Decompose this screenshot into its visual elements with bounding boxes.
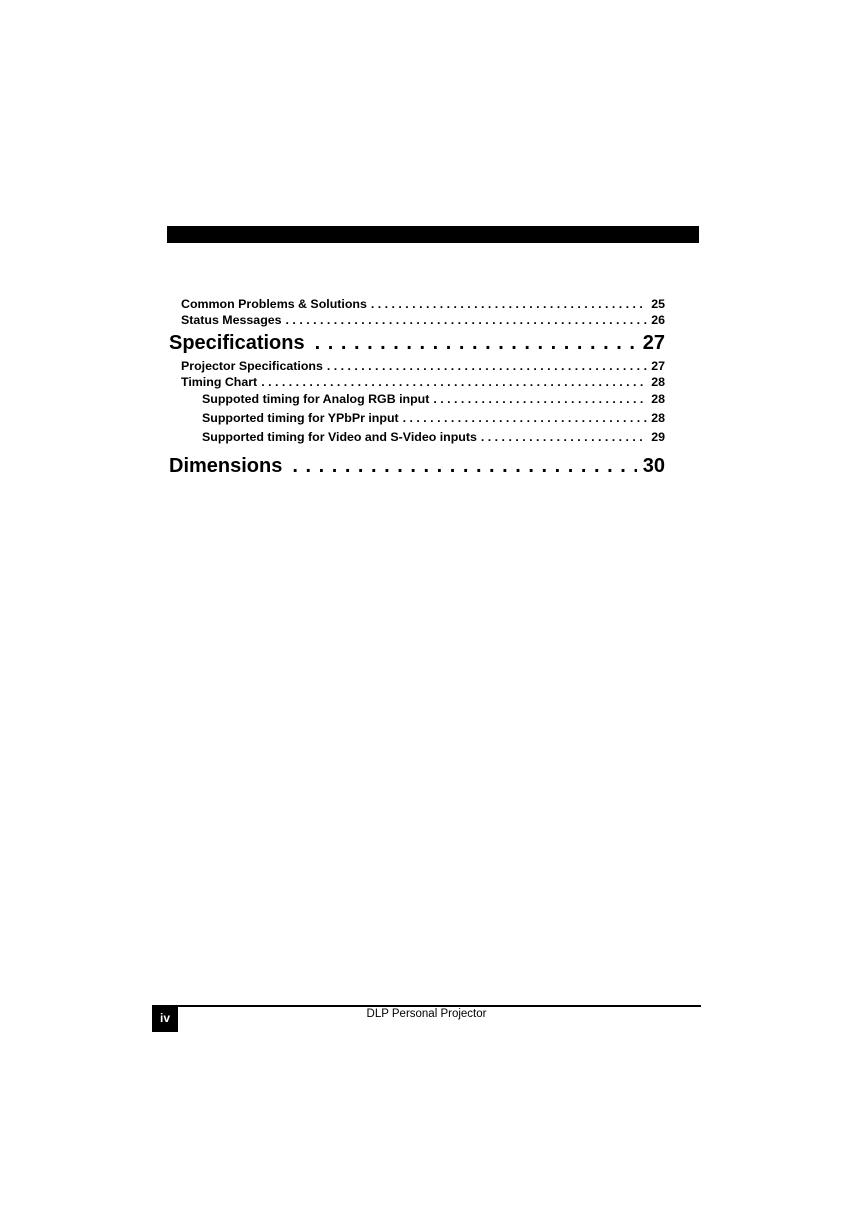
leader-dots xyxy=(292,451,636,481)
toc-chapter-page: 27 xyxy=(642,332,665,354)
leader-dots xyxy=(286,312,648,328)
leader-dots xyxy=(403,409,648,428)
header-bar xyxy=(167,226,699,243)
leader-dots xyxy=(315,328,637,358)
toc-entry-page: 29 xyxy=(651,430,665,444)
toc-entry-page: 28 xyxy=(651,411,665,425)
toc-chapter-dimensions[interactable] xyxy=(167,451,665,481)
toc-entry-title: Supported timing for YPbPr input xyxy=(202,411,399,425)
leader-dots xyxy=(433,390,647,409)
leader-dots xyxy=(261,374,647,390)
toc-entry-status-messages[interactable] xyxy=(167,312,665,328)
toc-entry-page: 25 xyxy=(651,297,665,311)
toc-entry-title: Supported timing for Video and S-Video inputs xyxy=(202,430,477,444)
toc-entry-page: 28 xyxy=(651,392,665,406)
leader-dots xyxy=(327,358,647,374)
leader-dots xyxy=(481,428,647,447)
toc-entry-common-problems[interactable] xyxy=(167,296,665,312)
footer-rule xyxy=(152,1005,701,1007)
toc-entry-analog-rgb[interactable] xyxy=(167,390,665,409)
toc-entry-title: Projector Specifications xyxy=(181,359,323,373)
toc-entry-title: Common Problems & Solutions xyxy=(181,297,367,311)
toc-entry-ypbpr[interactable] xyxy=(167,409,665,428)
footer-product-name: DLP Personal Projector xyxy=(366,1008,487,1020)
toc-chapter-title: Dimensions xyxy=(169,455,283,477)
leader-dots xyxy=(371,296,647,312)
toc-entry-page: 27 xyxy=(651,359,665,373)
toc-entry-title: Suppoted timing for Analog RGB input xyxy=(202,392,430,406)
toc-entry-page: 28 xyxy=(651,375,665,389)
toc-chapter-title: Specifications xyxy=(169,332,305,354)
toc-entry-title: Status Messages xyxy=(181,313,282,327)
toc-entry-title: Timing Chart xyxy=(181,375,258,389)
toc-entry-projector-specifications[interactable] xyxy=(167,358,665,374)
toc-entry-page: 26 xyxy=(651,313,665,327)
page-number: iv xyxy=(152,1006,178,1032)
toc-entry-timing-chart[interactable] xyxy=(167,374,665,390)
table-of-contents xyxy=(167,296,665,481)
toc-entry-video-svideo[interactable] xyxy=(167,428,665,447)
toc-chapter-specifications[interactable] xyxy=(167,328,665,358)
toc-chapter-page: 30 xyxy=(642,455,665,477)
